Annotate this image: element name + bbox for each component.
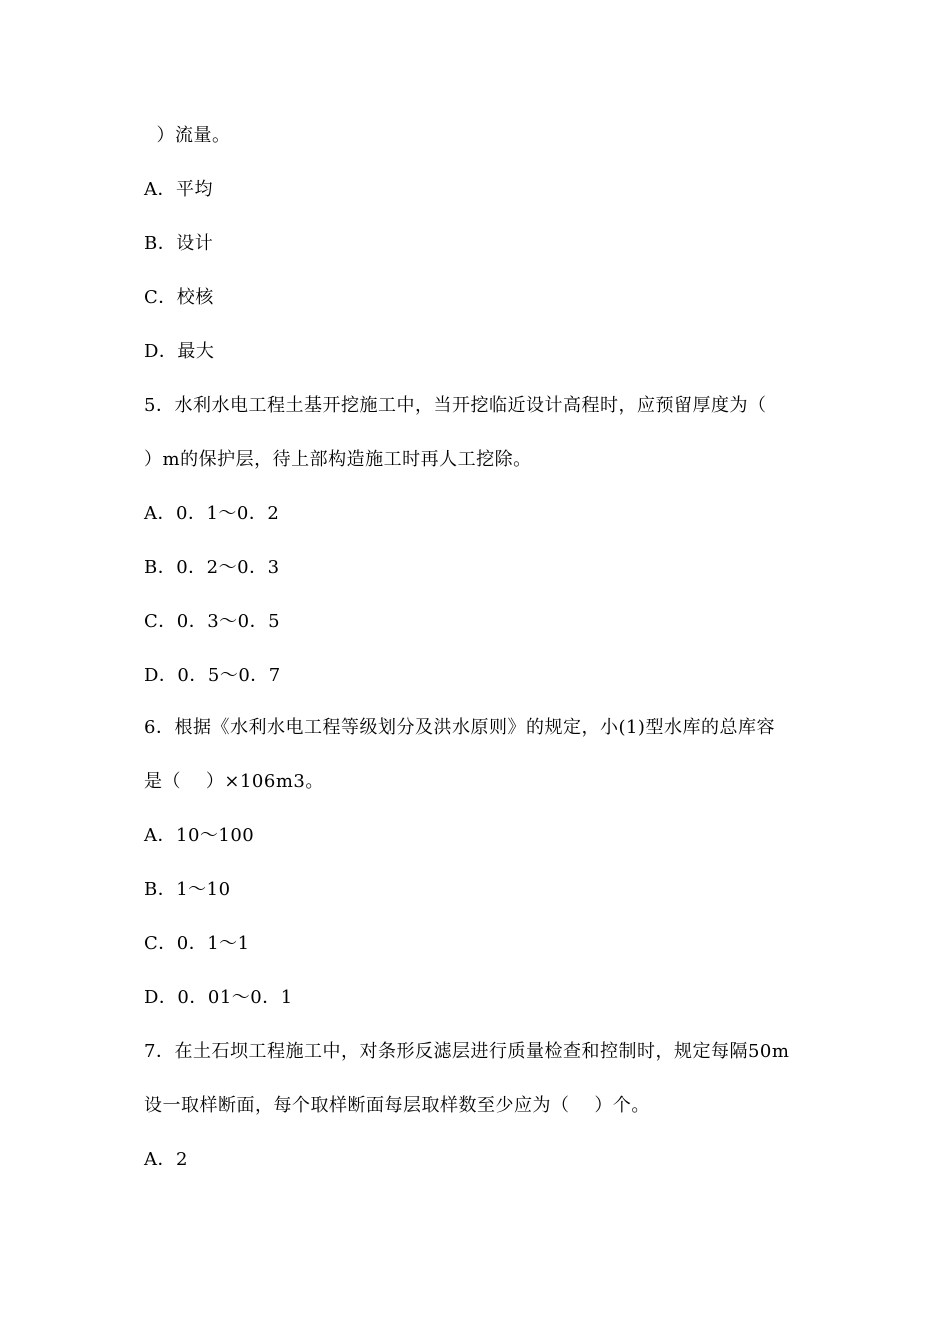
question-6-text-continuation: 是（ ）×106m3。: [144, 771, 324, 792]
question-5-text-continuation: ）m的保护层，待上部构造施工时再人工挖除。: [144, 449, 532, 470]
question-4-option-d: D．最大: [144, 341, 215, 362]
question-6-text: 6．根据《水利水电工程等级划分及洪水原则》的规定，小(1)型水库的总库容: [144, 717, 775, 738]
question-5-option-d: D．0．5～0．7: [144, 665, 281, 686]
question-5-text: 5．水利水电工程土基开挖施工中，当开挖临近设计高程时，应预留厚度为（: [144, 395, 767, 416]
question-4-option-c: C．校核: [144, 287, 214, 308]
question-6-option-a: A．10～100: [144, 825, 255, 846]
question-4-option-b: B．设计: [144, 233, 214, 254]
question-7-option-a: A．2: [144, 1149, 188, 1170]
question-5-option-a: A．0．1～0．2: [144, 503, 280, 524]
question-6-option-d: D．0．01～0．1: [144, 987, 293, 1008]
question-5-option-c: C．0．3～0．5: [144, 611, 281, 632]
question-4-option-a: A．平均: [144, 179, 213, 200]
question-7-text-continuation: 设一取样断面，每个取样断面每层取样数至少应为（ ）个。: [144, 1095, 650, 1116]
question-5-option-b: B．0．2～0．3: [144, 557, 280, 578]
question-6-option-b: B．1～10: [144, 879, 231, 900]
question-4-continuation: ）流量。: [144, 125, 231, 146]
question-7-text: 7．在土石坝工程施工中，对条形反滤层进行质量检查和控制时，规定每隔50m: [144, 1041, 790, 1062]
question-6-option-c: C．0．1～1: [144, 933, 250, 954]
